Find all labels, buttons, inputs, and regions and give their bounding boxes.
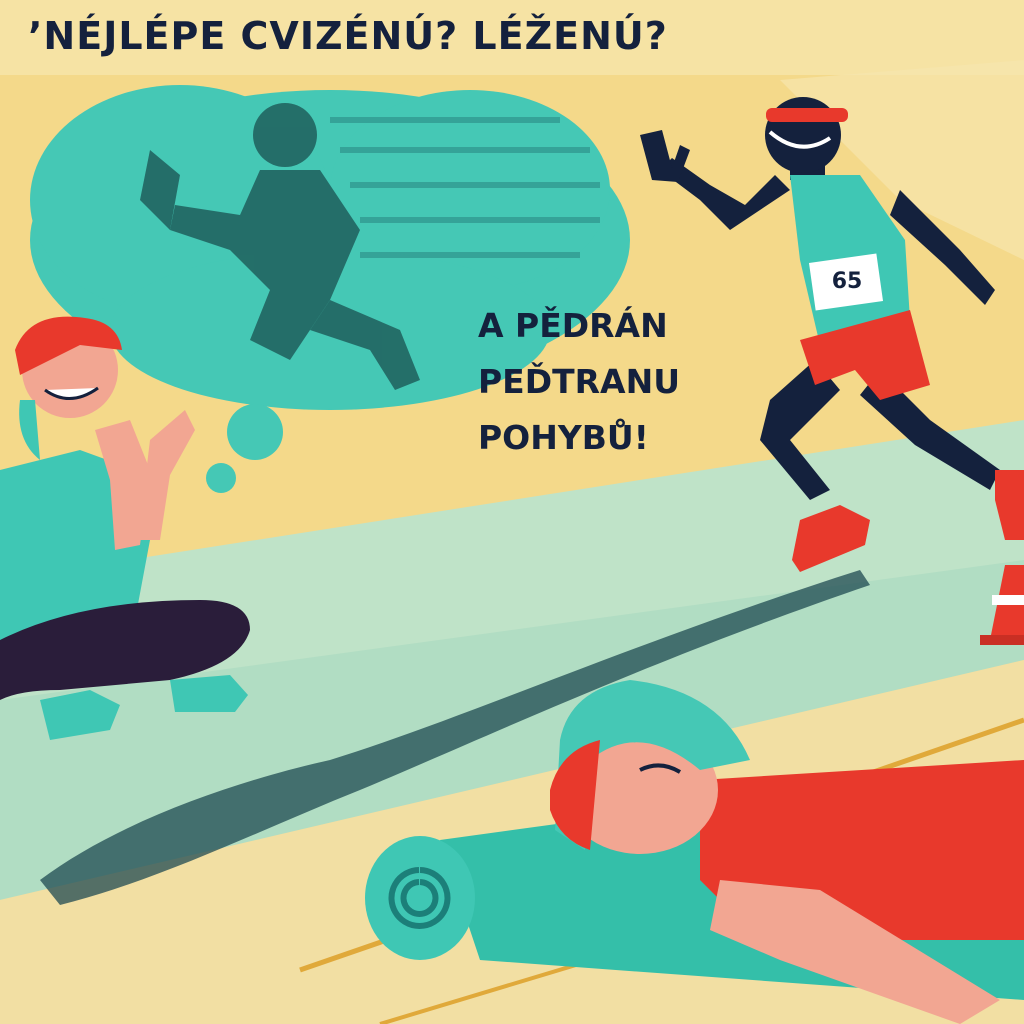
bib-number: 65 [831, 269, 863, 294]
caption-line: A PĚDRÁN [478, 306, 668, 345]
rolled-mat [365, 836, 475, 960]
speech-caption [478, 298, 748, 466]
poster-title: ’NÉJLÉPE CVIZÉNÚ? LÉŽENÚ? [28, 14, 668, 58]
caption-line: PEĎTRANU [478, 362, 680, 401]
caption-line: POHYBŮ! [478, 418, 649, 457]
headband [766, 108, 848, 122]
